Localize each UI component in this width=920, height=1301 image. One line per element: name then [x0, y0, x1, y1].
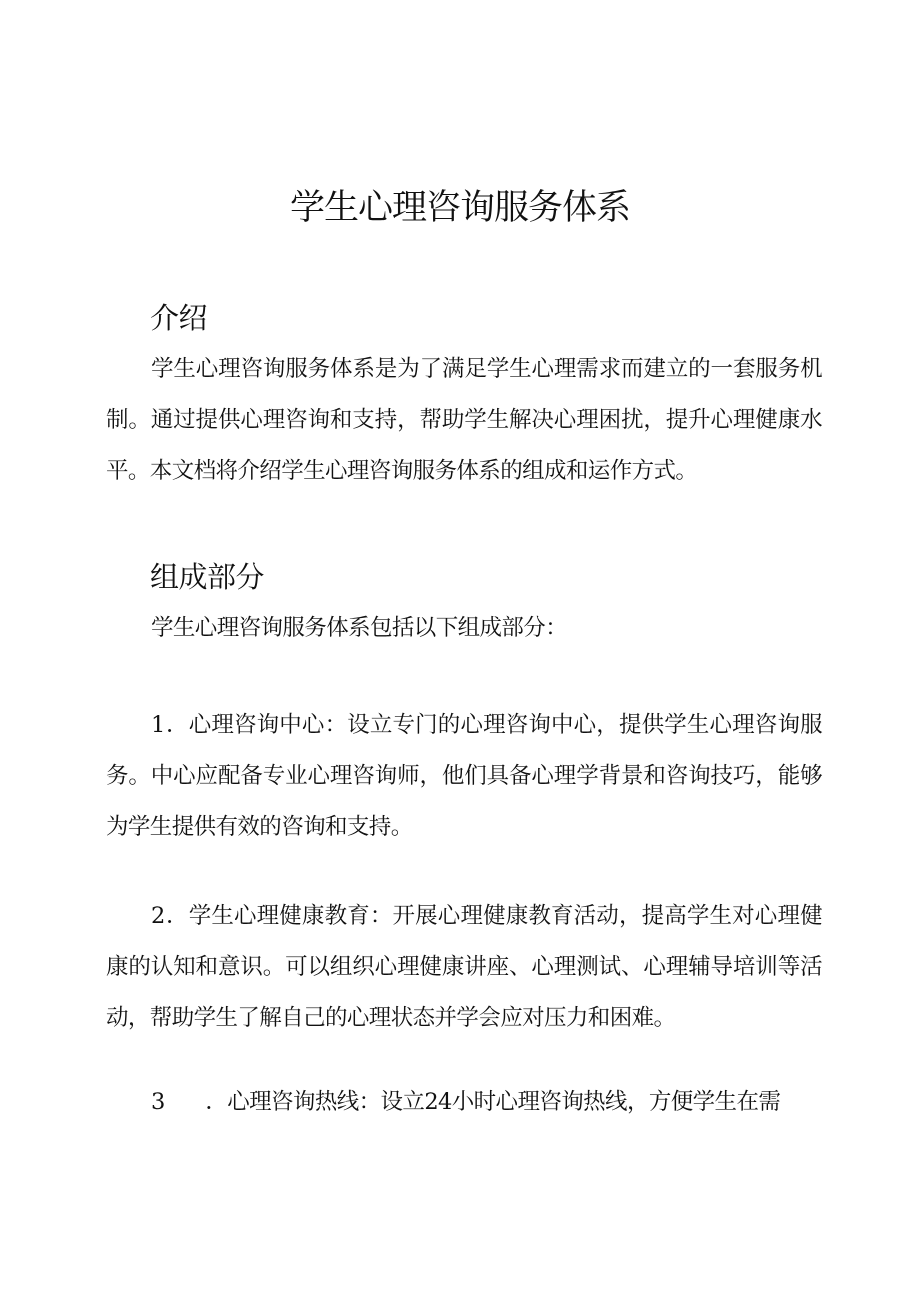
component-item-2 [106, 891, 822, 1044]
component-item-3 [106, 1077, 822, 1128]
intro-paragraph: 学生心理咨询服务体系是为了满足学生心理需求而建立的一套服务机制。通过提供心理咨询和支持，帮助学生解决心理困扰，提升心理健康水平。本文档将介绍学生心理咨询服务体系的组成和运作方式。 [106, 356, 822, 484]
item-text: ．学生心理健康教育：开展心理健康教育活动，提高学生对心理健康的认知和意识。可以组织心理健康讲座、心理测试、心理辅导培训等活动，帮助学生了解自己的心理状态并学会应对压力和困难。 [106, 903, 822, 1031]
item-text: ．心理咨询中心：设立专门的心理咨询中心，提供学生心理咨询服务。中心应配备专业心理咨询师，他们具备心理学背景和咨询技巧，能够为学生提供有效的咨询和支持。 [106, 712, 822, 840]
item-number: 2 [151, 903, 166, 929]
item-number: 1 [151, 712, 166, 738]
item-text: ．心理咨询热线：设立24小时心理咨询热线，方便学生在需 [205, 1089, 781, 1115]
item-number: 3 [151, 1089, 166, 1115]
section-heading-intro: 介绍 [150, 301, 208, 335]
component-item-1 [106, 700, 822, 853]
document-title: 学生心理咨询服务体系 [289, 188, 630, 228]
components-lead-paragraph: 学生心理咨询服务体系包括以下组成部分： [151, 615, 568, 641]
section-heading-components: 组成部分 [150, 560, 265, 594]
